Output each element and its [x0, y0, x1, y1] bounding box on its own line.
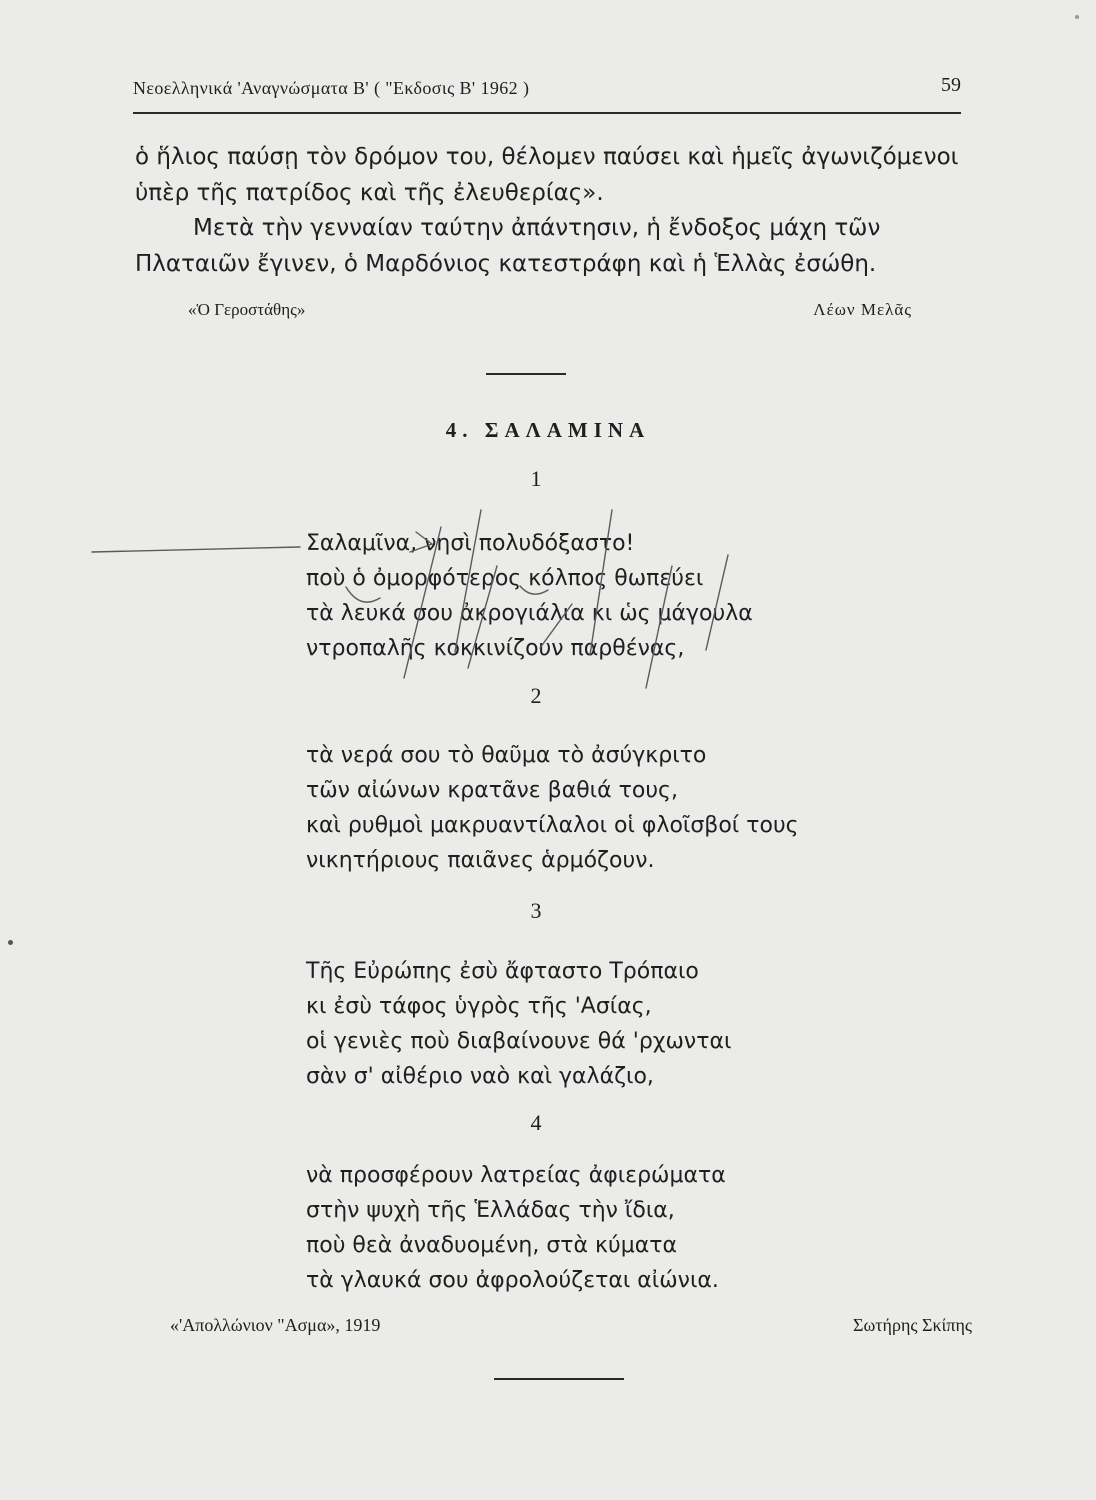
poem-author: Σωτήρης Σκίπης [852, 1315, 972, 1335]
stanza-number: 3 [530, 898, 542, 923]
section-divider [486, 373, 566, 375]
poem-line: Σαλαμῖνα, νησὶ πολυδόξαστο! [306, 531, 635, 556]
page-number: 59 [941, 74, 961, 96]
poem-attribution [170, 1315, 972, 1341]
stanza [306, 954, 731, 1094]
poem-line: οἱ γενιὲς ποὺ διαβαίνουνε θά 'ρχωνται [306, 1029, 732, 1054]
poem-line: κι ἐσὺ τάφος ὑγρὸς τῆς 'Ασίας, [306, 994, 652, 1019]
poem-line: καὶ ρυθμοὶ μακρυαντίλαλοι οἱ φλοῖσβοί τους [306, 813, 799, 838]
poem-line: Τῆς Εὐρώπης ἐσὺ ἄφταστο Τρόπαιο [306, 959, 699, 984]
poem-line: στὴν ψυχὴ τῆς Ἑλλάδας τὴν ἴδια, [306, 1198, 675, 1223]
poem-line: τὰ νερά σου τὸ θαῦμα τὸ ἀσύγκριτο [306, 743, 707, 768]
stanza-number: 4 [530, 1110, 542, 1135]
poem-line: τῶν αἰώνων κρατᾶνε βαθιά τους, [306, 778, 678, 803]
stanza-number: 1 [530, 466, 542, 491]
poem-title: 4. ΣΑΛΑΜΙΝΑ [445, 418, 651, 442]
pen-stroke [92, 547, 300, 552]
stanza-number: 2 [530, 683, 542, 708]
poem-line: ντροπαλῆς κοκκινίζουν παρθένας, [306, 636, 685, 661]
scan-speck [8, 940, 13, 945]
scan-speck [1075, 15, 1079, 19]
prose-text [135, 140, 965, 282]
attribution-source: «Ὁ Γεροστάθης» [188, 300, 306, 319]
poem-line: νικητήριους παιᾶνες ἁρμόζουν. [306, 848, 655, 873]
poem-line: σὰν σ' αἰθέριο ναὸ καὶ γαλάζιο, [306, 1064, 654, 1089]
poem-line: τὰ γλαυκά σου ἀφρολούζεται αἰώνια. [306, 1268, 719, 1293]
prose-paragraph-1: ὁ ἥλιος παύσῃ τὸν δρόμον του, θέλομεν παύσει καὶ ἡμεῖς ἀγωνιζόμενοι ὑπὲρ τῆς πατρίδος καὶ τῆς ἐλευθερίας». [135, 144, 959, 206]
poem-line: τὰ λευκά σου ἀκρογιάλια κι ὡς μάγουλα [306, 601, 753, 626]
prose-attribution [188, 300, 912, 326]
stanza [306, 1158, 726, 1298]
poem-line: ποὺ θεὰ ἀναδυομένη, στὰ κύματα [306, 1233, 677, 1258]
prose-paragraph-2: Μετὰ τὴν γενναίαν ταύτην ἀπάντησιν, ἡ ἔνδοξος μάχη τῶν Πλαταιῶν ἔγινεν, ὁ Μαρδόνιος κατεστράφη καὶ ἡ Ἑλλὰς ἐσώθη. [135, 215, 881, 277]
header-title: Νεοελληνικά 'Αναγνώσματα Β' ( "Εκδοσις Β' 1962 ) [133, 78, 530, 98]
end-divider [494, 1378, 624, 1380]
stanza [306, 526, 753, 666]
poem-line: ποὺ ὁ ὀμορφότερος κόλπος θωπεύει [306, 566, 704, 591]
stanza [306, 738, 799, 878]
running-header [133, 74, 961, 104]
poem-source: «'Απολλώνιον "Ασμα», 1919 [170, 1315, 381, 1335]
attribution-author: Λέων Μελᾶς [813, 300, 912, 319]
header-rule [133, 112, 961, 114]
poem-line: νὰ προσφέρουν λατρείας ἀφιερώματα [306, 1163, 726, 1188]
